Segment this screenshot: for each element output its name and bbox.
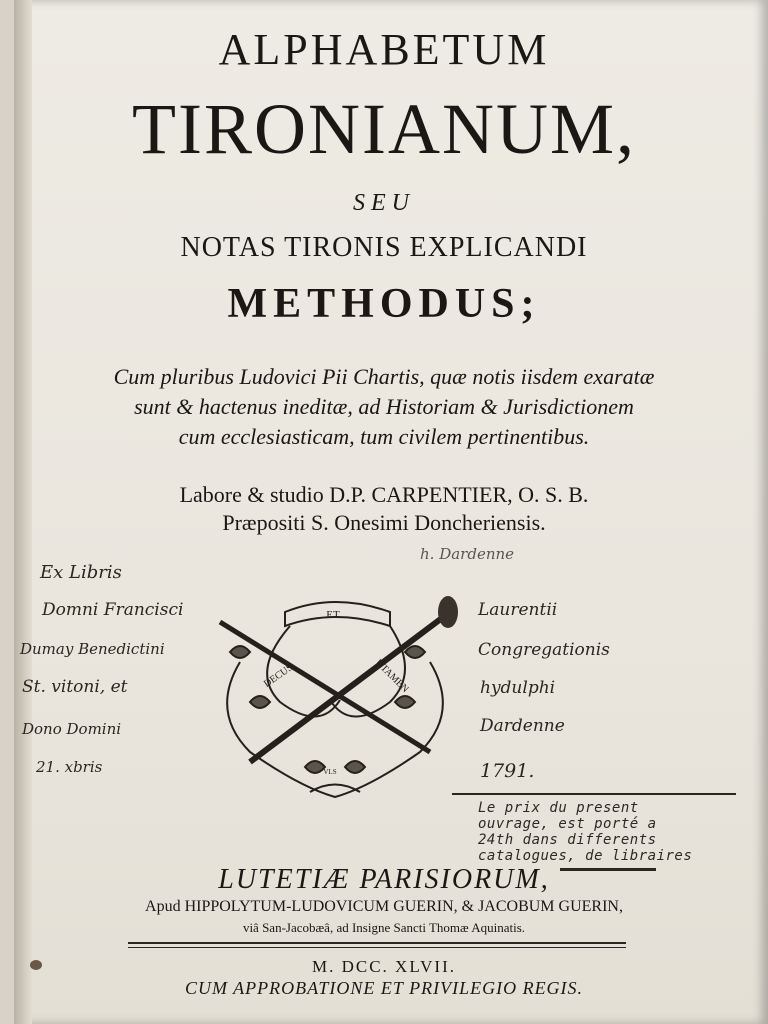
- title-line-notas: NOTAS TIRONIS EXPLICANDI: [180, 232, 588, 263]
- ornament-motto-top: ET: [326, 609, 340, 621]
- inscription-left-1: Ex Libris: [40, 562, 122, 583]
- inscription-left-3: Dumay Benedictini: [20, 640, 165, 658]
- price-note-line-4: catalogues, de libraires: [478, 848, 693, 864]
- imprint-publishers: Apud HIPPOLYTUM-LUDOVICUM GUERIN, & JACOBUM GUERIN,: [145, 898, 623, 915]
- inscription-right-5: 1791.: [480, 760, 535, 782]
- title-line-methodus: METHODUS;: [227, 281, 541, 327]
- imprint-approbation: CUM APPROBATIONE ET PRIVILEGIO REGIS.: [184, 978, 584, 998]
- title-line-tironianum: TIRONIANUM,: [132, 89, 636, 169]
- price-note-line-1: Le prix du present: [478, 800, 639, 816]
- imprint-rule-1: [128, 942, 626, 944]
- ornament-motto-bottom: VLS: [323, 768, 337, 776]
- price-note-line-3: 24th dans differents: [478, 832, 657, 848]
- inscription-right-4: Dardenne: [480, 716, 565, 736]
- imprint-city: LUTETIÆ PARISIORUM,: [218, 864, 550, 895]
- note-rule-top: [452, 793, 736, 795]
- author-line: Labore & studio D.P. CARPENTIER, O. S. B.: [179, 482, 589, 507]
- imprint-rule-2: [128, 947, 626, 948]
- inscription-left-2: Domni Francisci: [42, 600, 184, 620]
- ink-stain: [30, 960, 42, 970]
- subtitle-line-3: cum ecclesiasticam, tum civilem pertinentibus.: [178, 424, 590, 449]
- pencil-inscription: h. Dardenne: [420, 545, 515, 563]
- inscription-left-6: 21. xbris: [36, 758, 103, 776]
- inscription-right-3: hydulphi: [480, 678, 556, 698]
- author-title-line: Præpositi S. Onesimi Doncheriensis.: [222, 510, 546, 535]
- inscription-right-2: Congregationis: [478, 640, 610, 660]
- inscription-left-4: St. vitoni, et: [22, 677, 128, 697]
- subtitle-line-1: Cum pluribus Ludovici Pii Chartis, quæ notis iisdem exaratæ: [113, 364, 655, 389]
- ornament-motto-right: UTAMEN: [373, 657, 411, 695]
- imprint-year: M. DCC. XLVII.: [311, 957, 457, 976]
- ornament-motto-left: DECUS: [261, 662, 296, 690]
- printers-device-ornament: [190, 582, 480, 812]
- title-line-alphabetum: ALPHABETUM: [218, 25, 550, 74]
- title-line-seu: SEU: [353, 190, 415, 216]
- inscription-left-5: Dono Domini: [22, 720, 122, 738]
- subtitle-line-2: sunt & hactenus ineditæ, ad Historiam & Jurisdictionem: [134, 394, 634, 419]
- price-note-line-2: ouvrage, est porté a: [478, 816, 657, 832]
- inscription-right-1: Laurentii: [478, 600, 558, 620]
- imprint-address: viâ San-Jacobæâ, ad Insigne Sancti Thomæ Aquinatis.: [242, 920, 526, 935]
